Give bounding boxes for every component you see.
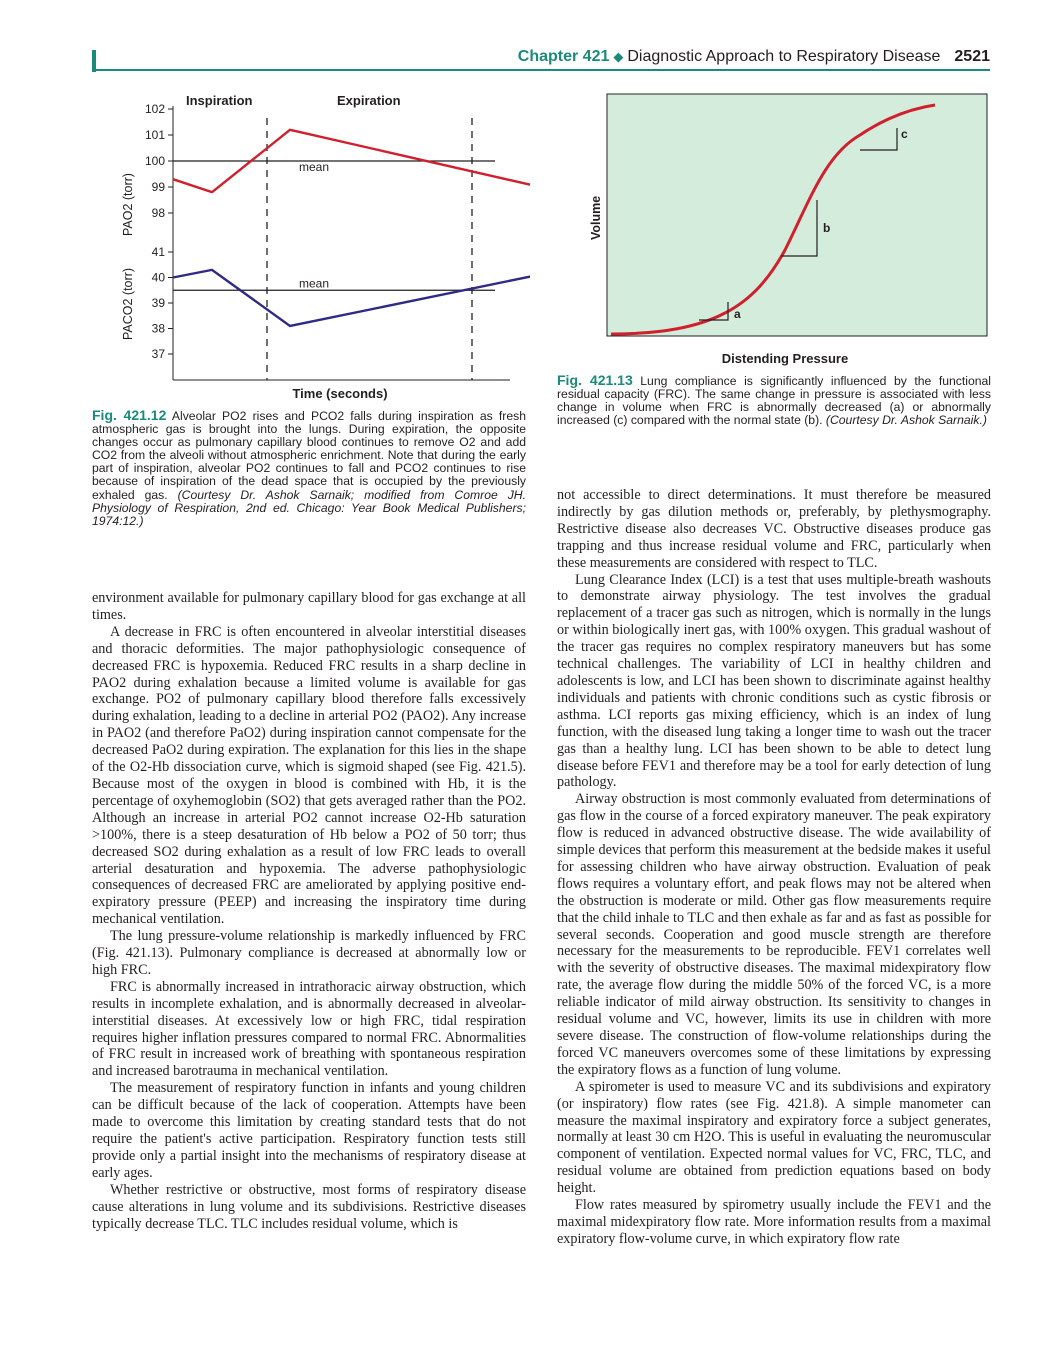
header-rule — [92, 69, 990, 71]
fig13-label: Fig. 421.13 — [557, 372, 633, 388]
paco2-tick-label: 38 — [151, 321, 165, 336]
paragraph: A spirometer is used to measure VC and its subdivisions and expiratory (or inspiratory) flow rates (see Fig. 421.8). A simple manometer can measure the maximal inspiratory and expiratory force a subject generates, normally at least 30 cm H2O. This is useful in evaluating the neuromuscular component of ventilation. Expected normal values for VC, FRC, TLC, and residual volume are obtained from prediction equations based on body height. — [557, 1078, 991, 1197]
fig13-caption — [557, 374, 991, 427]
phase-label-inspiration: Inspiration — [186, 93, 253, 108]
paragraph: FRC is abnormally increased in intrathoracic airway obstruction, which results in incomplete exhalation, and is abnormally decreased in alveolar-interstitial diseases. At excessively low or high FRC, tidal respiration requires higher inflation pressures compared to normal FRC. Abnormalities of FRC result in increased work of breathing with spontaneous respiration and increased barotrauma in mechanical ventilation. — [92, 978, 526, 1080]
pao2-tick-label: 99 — [151, 180, 165, 194]
figure-421-12 — [110, 88, 530, 408]
y-axis-label-paco2: PACO2 (torr) — [121, 268, 135, 340]
x-axis-label: Time (seconds) — [292, 386, 388, 401]
pao2-tick-label: 102 — [144, 102, 165, 116]
paragraph: environment available for pulmonary capillary blood for gas exchange at all times. — [92, 590, 526, 623]
phase-label-expiration: Expiration — [337, 93, 401, 108]
body-column-left — [92, 590, 526, 1232]
mean-label-paco2: mean — [299, 276, 330, 291]
paragraph: not accessible to direct determinations. It must therefore be measured indirectly by gas dilution methods or, preferably, by plethysmography. Restrictive disease also decreases VC. Obstructive diseases produce gas trapping and thus increase residual volume and FRC, particularly when these measurements are considered with respect to TLC. — [557, 487, 991, 571]
segment-label-b: b — [823, 221, 831, 235]
diamond-icon: ◆ — [613, 49, 624, 64]
paragraph: The measurement of respiratory function in infants and young children can be difficult because of the lack of cooperation. Attempts have been made to overcome this limitation by creating standard tests that do not require the patient's active participation. Respiratory function tests still provide only a partial insight into the mechanisms of respiratory disease at early ages. — [92, 1080, 526, 1181]
x-axis-label-pressure: Distending Pressure — [721, 351, 849, 366]
chapter-label: Chapter 421 — [517, 48, 610, 65]
y-axis-label-volume: Volume — [589, 195, 603, 240]
paragraph: The lung pressure-volume relationship is markedly influenced by FRC (Fig. 421.13). Pulmonary compliance is decreased at abnormally low or high FRC. — [92, 928, 526, 978]
paco2-tick-label: 39 — [151, 296, 165, 310]
paco2-tick-label: 37 — [151, 347, 165, 361]
body-column-right — [557, 487, 991, 1248]
segment-label-a: a — [734, 307, 741, 321]
fig13-courtesy: (Courtesy Dr. Ashok Sarnaik.) — [825, 413, 987, 428]
fig12-label: Fig. 421.12 — [92, 407, 167, 423]
pao2-tick-label: 98 — [151, 206, 165, 220]
fig12-caption-text: Alveolar PO2 rises and PCO2 falls during inspiration as fresh atmospheric gas is brought into the lungs. During expiration, the opposite changes occur as pulmonary capillary blood continues to remove O2 and add CO2 from the alveoli without atmospheric enrichment. Note that during the early part of inspiration, alveolar PO2 continues to fall and PCO2 continues to rise because of inspiration of the dead space that is occupied by the previously exhaled gas. — [92, 409, 527, 502]
running-header — [300, 48, 990, 66]
pao2-tick-label: 100 — [144, 154, 165, 168]
fig12-courtesy: (Courtesy Dr. Ashok Sarnaik; modified from Comroe JH. Physiology of Respiration, 2nd ed. Chicago: Year Book Medical Publishers; 1974:12.) — [92, 487, 526, 528]
paragraph: Lung Clearance Index (LCI) is a test that uses multiple-breath washouts to demonstrate airway physiology. The test involves the gradual replacement of a tracer gas such as nitrogen, which is normally in the lungs or within biologically inert gas, with 100% oxygen. This gradual washout of the tracer gas requires no complex respiratory maneuvers but has some technical challenges. The variability of LCI in healthy children and adolescents is low, and LCI has been shown to discriminate against healthy individuals and patients with chronic conditions such as cystic fibrosis or asthma. LCI reports gas mixing efficiency, which is an index of lung function, with the diseased lung taking a longer time to wash out the tracer gas than a healthy lung. LCI has been shown to be able to detect lung disease before FEV1 and therefore may be a tool for early detection of lung pathology. — [557, 571, 991, 791]
paragraph: Whether restrictive or obstructive, most forms of respiratory disease cause alterations in lung volume and its subdivisions. Restrictive diseases typically decrease TLC. TLC includes residual volume, which is — [92, 1181, 526, 1232]
fig12-caption — [92, 409, 526, 528]
y-axis-label-pao2: PAO2 (torr) — [121, 173, 135, 236]
series-paco2-line — [173, 270, 530, 326]
paragraph: Flow rates measured by spirometry usually include the FEV1 and the maximal midexpiratory flow rate. More information results from a maximal expiratory flow-volume curve, in which expiratory flow rate — [557, 1197, 991, 1247]
page-number: 2521 — [954, 48, 990, 65]
chapter-title: Diagnostic Approach to Respiratory Disease — [627, 48, 941, 65]
figure-421-13 — [585, 90, 995, 372]
plot-area — [607, 94, 987, 336]
mean-label-pao2: mean — [299, 160, 330, 174]
paco2-tick-label: 41 — [151, 245, 165, 259]
segment-label-c: c — [901, 127, 908, 141]
paragraph: Airway obstruction is most commonly evaluated from determinations of gas flow in the course of a forced expiratory maneuver. The peak expiratory flow is reduced in advanced obstructive disease. The wide availability of simple devices that perform this measurement at the bedside makes it useful for assessing children who have airway obstruction. Evaluation of peak flows requires a voluntary effort, and peak flows may not be altered when the obstruction is moderate or mild. Other gas flow measurements require that the child inhale to TLC and then exhale as far and as fast as possible for several seconds. Cooperation and good muscle strength are therefore necessary for the measurements to be reproducible. FEV1 correlates well with the severity of obstructive diseases. The maximal midexpiratory flow rate, the average flow during the middle 50% of the forced VC, is a more reliable indicator of mild airway obstruction. Its sensitivity to changes in residual volume and VC, however, limits its use in children with more severe disease. The construction of flow-volume relationships during the forced VC maneuvers overcomes some of these limitations by expressing the expiratory flows as a function of lung volume. — [557, 791, 991, 1078]
fig13-caption-text: Lung compliance is significantly influenced by the functional residual capacity (FRC). The same change in pressure is associated with less change in volume when FRC is abnormally decreased (a) or abnormally increased (c) compared with the normal state (b). — [557, 374, 992, 428]
pao2-tick-label: 101 — [144, 128, 165, 142]
paragraph: A decrease in FRC is often encountered in alveolar interstitial diseases and thoracic deformities. The major pathophysiologic consequence of decreased FRC is hypoxemia. Reduced FRC results in a sharp decline in PAO2 during exhalation because a limited volume is available for gas exchange. PO2 of pulmonary capillary blood therefore falls excessively during exhalation, leading to a decline in arterial PO2 (PAO2). Any increase in PAO2 (and therefore PaO2) during inspiration cannot compensate for the decreased PaO2 during expiration. The explanation for this lies in the shape of the O2-Hb dissociation curve, which is sigmoid shaped (see Fig. 421.5). Because most of the oxygen in blood is combined with Hb, it is the percentage of oxyhemoglobin (SO2) that gets averaged rather than the PO2. Although an increase in arterial PO2 cannot increase O2-Hb saturation >100%, there is a steep desaturation of Hb below a PO2 of 50 torr; thus decreased SO2 during exhalation as a result of low FRC leads to overall arterial desaturation and hypoxemia. The adverse pathophysiologic consequences of decreased FRC are ameliorated by applying positive end-expiratory pressure (PEEP) and increasing the inspiratory time during mechanical ventilation. — [92, 623, 526, 928]
paco2-tick-label: 40 — [151, 270, 165, 285]
